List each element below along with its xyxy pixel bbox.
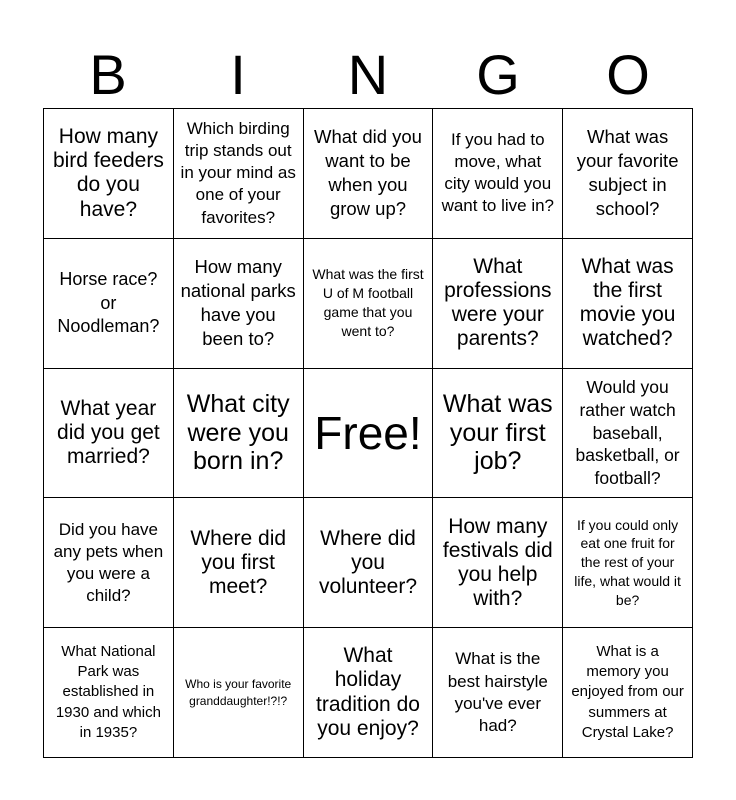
bingo-cell [563, 109, 693, 239]
bingo-cell [304, 109, 434, 239]
bingo-board [43, 108, 693, 758]
bingo-cell [563, 369, 693, 499]
cell-text: What was your first job? [442, 389, 553, 476]
cell-text: How many bird feeders do you have? [52, 125, 164, 221]
bingo-cell [304, 628, 434, 758]
cell-text: How many national parks have you been to? [180, 256, 296, 350]
bingo-header [43, 44, 693, 106]
header-letter-n: N [347, 43, 389, 106]
cell-text: What city were you born in? [186, 389, 290, 476]
cell-text: Horse race? or Noodleman? [57, 269, 160, 336]
cell-text: What National Park was established in 1930 and which in 1935? [55, 642, 161, 741]
free-space [304, 369, 434, 499]
cell-text: Did you have any pets when you were a child? [53, 519, 164, 605]
cell-text: Where did you volunteer? [318, 526, 418, 598]
cell-text: Which birding trip stands out in your mind as one of your favorites? [180, 119, 296, 227]
cell-text: What year did you get married? [57, 396, 160, 469]
bingo-cell [44, 498, 174, 628]
bingo-cell [433, 498, 563, 628]
cell-text: What holiday tradition do you enjoy? [316, 644, 420, 740]
cell-text: Who is your favorite granddaughter!?!? [185, 677, 292, 708]
header-letter-o: O [606, 43, 650, 106]
bingo-cell [174, 239, 304, 369]
bingo-cell [44, 369, 174, 499]
bingo-cell [44, 109, 174, 239]
cell-text: If you had to move, what city would you want to live in? [441, 130, 555, 216]
cell-text: How many festivals did you help with? [442, 514, 553, 610]
cell-text: What did you want to be when you grow up? [314, 126, 422, 220]
cell-text: If you could only eat one fruit for the rest of your life, what would it be? [574, 516, 681, 609]
bingo-cell [563, 628, 693, 758]
bingo-cell [433, 239, 563, 369]
cell-text: What was your favorite subject in school? [576, 126, 679, 220]
bingo-cell [433, 109, 563, 239]
bingo-cell [563, 239, 693, 369]
bingo-cell [304, 239, 434, 369]
free-space-text: Free! [314, 406, 422, 459]
header-letter-g: G [476, 43, 520, 106]
cell-text: What is the best hairstyle you've ever had? [447, 649, 548, 735]
bingo-cell [44, 239, 174, 369]
bingo-cell [44, 628, 174, 758]
bingo-cell [304, 498, 434, 628]
cell-text: What was the first movie you watched? [579, 254, 676, 351]
bingo-cell [174, 109, 304, 239]
bingo-cell [433, 628, 563, 758]
bingo-cell [433, 369, 563, 499]
cell-text: What was the first U of M football game that you went to? [312, 266, 424, 340]
header-letter-b: B [89, 43, 127, 106]
bingo-cell [174, 498, 304, 628]
bingo-cell [174, 628, 304, 758]
bingo-cell [174, 369, 304, 499]
cell-text: Where did you first meet? [190, 526, 287, 598]
header-letter-i: I [230, 43, 246, 106]
cell-text: What professions were your parents? [444, 254, 552, 351]
bingo-cell [563, 498, 693, 628]
cell-text: What is a memory you enjoyed from our summers at Crystal Lake? [571, 642, 684, 741]
cell-text: Would you rather watch baseball, basketball, or football? [575, 377, 680, 489]
